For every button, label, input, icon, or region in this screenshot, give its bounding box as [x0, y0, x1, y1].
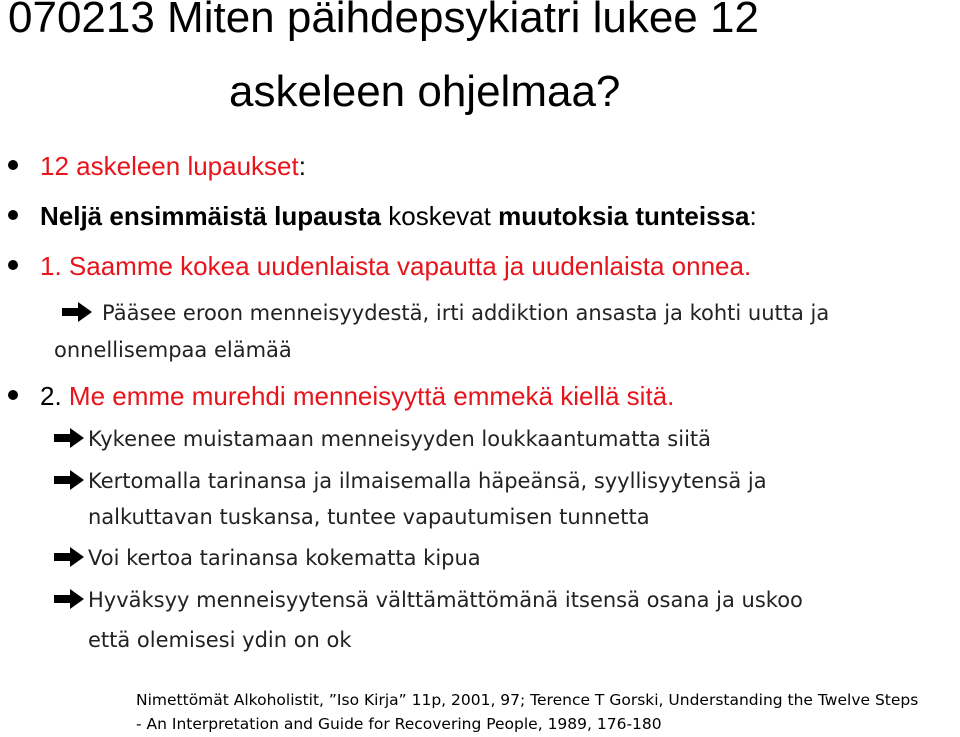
right-arrow-icon [54, 589, 84, 609]
citation-line-1: Nimettömät Alkoholistit, ”Iso Kirja” 11p, 2001, 97; Terence T Gorski, Understanding the Twelve Steps [136, 691, 919, 709]
right-arrow-icon [62, 302, 92, 322]
arrow-item-text: Kykenee muistamaan menneisyyden loukkaantumatta siitä [88, 427, 712, 451]
citation-line-2: - An Interpretation and Guide for Recovering People, 1989, 176-180 [136, 715, 662, 733]
arrow-item [54, 545, 481, 571]
four-promises-middle: koskevat [381, 201, 499, 231]
slide-title-line-2: askeleen ohjelmaa? [229, 67, 621, 116]
arrow-item-continuation: että olemisesi ydin on ok [88, 628, 352, 652]
bullet-dot-icon [8, 210, 18, 220]
promise-1-arrow-text: Pääsee eroon menneisyydestä, irti addiktion ansasta ja kohti uutta ja [102, 301, 830, 325]
arrow-item-text: Hyväksyy menneisyytensä välttämättömänä itsensä osana ja uskoo [88, 588, 803, 612]
slide-title [0, 0, 960, 118]
arrow-item [54, 426, 711, 452]
arrow-item [54, 468, 767, 494]
four-promises-feelings: muutoksia tunteissa [498, 201, 750, 231]
bullet-promise-2 [40, 380, 674, 412]
arrow-item-text: Voi kertoa tarinansa kokematta kipua [88, 546, 481, 570]
bullet-promise-1: 1. Saamme kokea uudenlaista vapautta ja uudenlaista onnea. [40, 251, 752, 281]
promises-heading: 12 askeleen lupaukset [40, 151, 299, 181]
bullet-promises [40, 150, 306, 182]
four-promises-colon: : [749, 201, 757, 231]
promise-1-arrow-line-1 [62, 300, 829, 326]
slide-title-line-1: 070213 Miten päihdepsykiatri lukee 12 [8, 0, 759, 42]
bullet-four-promises [40, 200, 757, 232]
arrow-item-text: Kertomalla tarinansa ja ilmaisemalla häpeänsä, syyllisyytensä ja [88, 469, 767, 493]
bullet-dot-icon [8, 260, 18, 270]
promise-1-arrow-line-2: onnellisempaa elämää [54, 338, 292, 362]
right-arrow-icon [54, 428, 84, 448]
bullet-dot-icon [8, 390, 18, 400]
arrow-item-continuation: nalkuttavan tuskansa, tuntee vapautumisen tunnetta [88, 505, 650, 529]
four-promises-bold: Neljä ensimmäistä lupausta [40, 201, 382, 231]
right-arrow-icon [54, 470, 84, 490]
bullet-dot-icon [8, 160, 18, 170]
right-arrow-icon [54, 547, 84, 567]
promises-colon: : [298, 151, 306, 181]
promise-2-text: Me emme murehdi menneisyyttä emmekä kiellä sitä. [68, 381, 675, 411]
arrow-item [54, 587, 803, 613]
promise-2-number: 2. [40, 381, 69, 411]
